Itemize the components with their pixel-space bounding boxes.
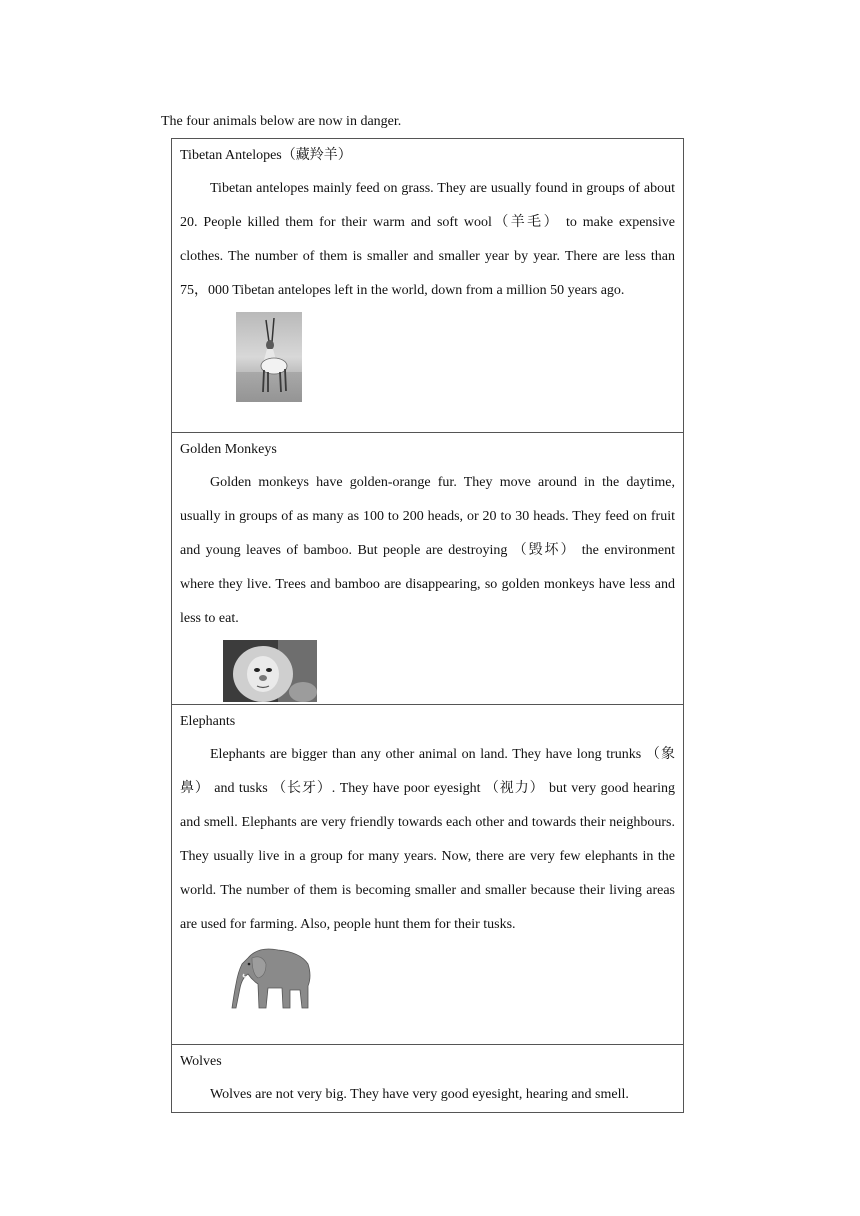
section-title: Wolves — [180, 1054, 222, 1069]
table-row-wolves — [172, 1045, 684, 1113]
table-row-golden-monkeys — [172, 433, 684, 705]
section-title: Golden Monkeys — [180, 442, 277, 457]
section-body: Wolves are not very big. They have very good eyesight, hearing and smell. — [210, 1087, 629, 1102]
section-body: Elephants are bigger than any other animal on land. They have long trunks （象鼻） and tusks （长牙）. They have poor eyesight （视力） but very good hearing and smell. Elephants are very friendly towards each other and towards their neighbours. They usually live in a group for many years. Now, there are very few elephants in the world. The number of them is becoming smaller and smaller because their living areas are used for farming. Also, people hunt them for their tusks. — [180, 747, 675, 932]
table-row-tibetan-antelopes — [172, 139, 684, 433]
section-cell — [172, 433, 684, 705]
table-row-elephants — [172, 705, 684, 1045]
elephant-photo — [228, 944, 675, 1010]
intro-text: The four animals below are now in danger. — [161, 114, 402, 129]
animal-table — [171, 138, 684, 1113]
section-body: Tibetan antelopes mainly feed on grass. They are usually found in groups of about 20. People killed them for their warm and soft wool（羊毛） to make expensive clothes. The number of them is smaller and smaller year by year. There are less than 75，000 Tibetan antelopes left in the world, down from a million 50 years ago. — [180, 181, 675, 298]
section-title: Elephants — [180, 714, 236, 729]
section-body: Golden monkeys have golden-orange fur. They move around in the daytime, usually in groups of as many as 100 to 200 heads, or 20 to 30 heads. They feed on fruit and young leaves of bamboo. But people are destroying （毁坏） the environment where they live. Trees and bamboo are disappearing, so golden monkeys have less and less to eat. — [180, 475, 675, 626]
section-cell — [172, 705, 684, 1045]
section-cell — [172, 139, 684, 433]
antelope-photo — [236, 312, 675, 402]
section-title: Tibetan Antelopes（藏羚羊） — [180, 148, 352, 163]
section-cell — [172, 1045, 684, 1113]
golden-monkey-photo — [223, 640, 675, 702]
